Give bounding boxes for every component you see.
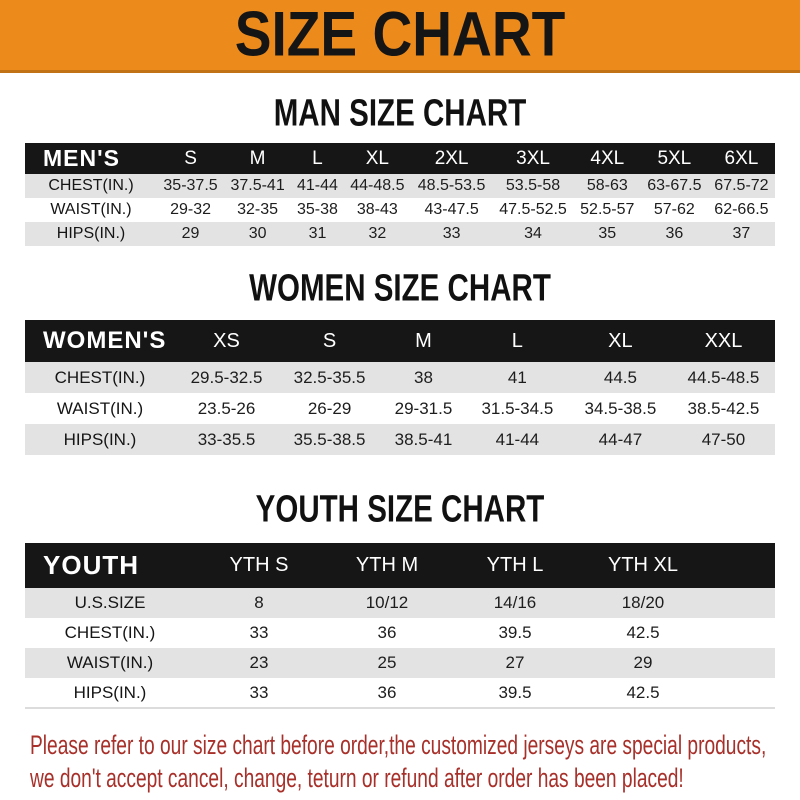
men-size-column-header: L	[291, 143, 344, 174]
row-label: CHEST(IN.)	[54, 367, 146, 387]
men-size-column-header: S	[157, 143, 224, 174]
women-size-column-header: S	[278, 320, 381, 362]
size-value-cell: 38	[414, 367, 433, 387]
size-value-cell: 39.5	[498, 623, 532, 642]
youth-size-column-header: YTH S	[195, 543, 323, 588]
section-women	[0, 265, 800, 455]
size-value-cell: 43-47.5	[424, 201, 479, 218]
size-value-cell: 52.5-57	[580, 201, 635, 218]
row-label: WAIST(IN.)	[50, 201, 132, 218]
size-value-cell: 39.5	[498, 682, 532, 702]
size-value-cell: 31.5-34.5	[481, 398, 554, 418]
size-value-cell: 23.5-26	[197, 398, 256, 418]
youth-table-row	[25, 618, 775, 648]
section-youth	[0, 486, 800, 709]
men-section-heading	[0, 90, 800, 134]
youth-table-row	[25, 678, 775, 708]
size-value-cell: 47-50	[701, 429, 746, 449]
size-value-cell: 37.5-41	[230, 177, 285, 194]
size-value-cell: 34	[524, 225, 542, 242]
size-value-cell: 44-47	[598, 429, 643, 449]
size-value-cell: 37	[732, 225, 751, 242]
size-value-cell: 14/16	[493, 593, 537, 612]
size-value-cell: 26-29	[307, 398, 352, 418]
size-value-cell: 41-44	[495, 429, 540, 449]
row-label: HIPS(IN.)	[56, 225, 126, 242]
women-table-row	[25, 424, 775, 455]
men-size-column-header: 5XL	[641, 143, 708, 174]
women-size-column-header: XL	[569, 320, 672, 362]
size-value-cell: 33-35.5	[197, 429, 256, 449]
men-size-table	[25, 143, 775, 246]
size-value-cell: 57-62	[653, 201, 695, 218]
size-value-cell: 41	[507, 367, 527, 387]
youth-table-row	[25, 648, 775, 678]
youth-size-column-header: YTH XL	[579, 543, 707, 588]
size-value-cell: 36	[377, 682, 397, 702]
size-value-cell: 18/20	[621, 593, 665, 612]
size-value-cell: 44.5-48.5	[687, 367, 760, 387]
size-value-cell: 42.5	[626, 682, 660, 702]
women-size-column-header: M	[381, 320, 466, 362]
size-value-cell: 58-63	[586, 177, 628, 194]
size-value-cell: 31	[308, 225, 327, 242]
size-value-cell: 42.5	[626, 623, 660, 642]
men-size-column-header: 3XL	[492, 143, 573, 174]
size-value-cell: 35-38	[297, 201, 338, 218]
men-header-row	[25, 143, 775, 174]
footer-line-2	[30, 762, 800, 795]
men-size-column-header: XL	[344, 143, 411, 174]
women-group-label: WOMEN'S	[25, 320, 175, 362]
youth-group-label: YOUTH	[25, 543, 195, 588]
size-value-cell: 48.5-53.5	[417, 177, 486, 194]
youth-header-row	[25, 543, 775, 588]
women-table-row	[25, 393, 775, 424]
size-value-cell: 32-35	[237, 201, 279, 218]
row-label: U.S.SIZE	[74, 593, 146, 612]
size-value-cell: 23	[249, 653, 269, 672]
size-value-cell: 10/12	[365, 593, 409, 612]
row-spacer	[707, 588, 775, 618]
size-value-cell: 41-44	[297, 177, 338, 194]
banner	[0, 0, 800, 73]
youth-heading-text: YOUTH SIZE CHART	[255, 486, 545, 530]
size-value-cell: 29-32	[170, 201, 211, 218]
men-heading-text: MAN SIZE CHART	[273, 90, 527, 134]
men-size-column-header: M	[224, 143, 291, 174]
page-title-text: SIZE CHART	[234, 0, 566, 70]
row-spacer	[707, 648, 775, 678]
size-value-cell: 38-43	[356, 201, 398, 218]
size-value-cell: 8	[254, 593, 264, 612]
size-value-cell: 29-31.5	[394, 398, 453, 418]
row-label: HIPS(IN.)	[73, 682, 147, 702]
size-value-cell: 33	[442, 225, 461, 242]
size-value-cell: 29.5-32.5	[190, 367, 263, 387]
size-value-cell: 33	[249, 623, 269, 642]
women-header-row	[25, 320, 775, 362]
women-size-table	[25, 320, 775, 455]
men-size-column-header: 6XL	[708, 143, 775, 174]
footer-line-1	[30, 729, 800, 762]
women-size-column-header: XS	[175, 320, 278, 362]
size-value-cell: 38.5-41	[394, 429, 453, 449]
size-value-cell: 62-66.5	[714, 201, 769, 218]
size-value-cell: 44.5	[603, 367, 637, 387]
youth-table-row	[25, 588, 775, 618]
size-value-cell: 35-37.5	[163, 177, 218, 194]
size-value-cell: 36	[377, 623, 397, 642]
page-title	[226, 0, 574, 70]
size-value-cell: 34.5-38.5	[584, 398, 657, 418]
size-value-cell: 32	[368, 225, 387, 242]
row-label: WAIST(IN.)	[56, 398, 144, 418]
size-value-cell: 67.5-72	[714, 177, 769, 194]
footer-line-2-text: we don't accept cancel, change, teturn or refund after order has been placed!	[30, 763, 684, 793]
footer-line-1-text: Please refer to our size chart before order,the customized jerseys are special products,	[30, 730, 767, 760]
footer-note	[30, 729, 800, 795]
row-label: CHEST(IN.)	[48, 177, 134, 194]
youth-size-column-header: YTH M	[323, 543, 451, 588]
size-value-cell: 35.5-38.5	[293, 429, 366, 449]
row-label: HIPS(IN.)	[63, 429, 137, 449]
youth-size-column-header: YTH L	[451, 543, 579, 588]
youth-size-table	[25, 543, 775, 709]
size-chart-sections	[0, 90, 800, 709]
size-value-cell: 44-48.5	[350, 177, 405, 194]
row-label: WAIST(IN.)	[66, 653, 154, 672]
row-spacer	[707, 678, 775, 708]
size-value-cell: 29	[181, 225, 200, 242]
size-value-cell: 29	[633, 653, 653, 672]
youth-section-heading	[0, 486, 800, 530]
women-table-row	[25, 362, 775, 393]
size-value-cell: 33	[249, 682, 269, 702]
women-size-column-header: XXL	[672, 320, 775, 362]
size-value-cell: 63-67.5	[647, 177, 702, 194]
men-group-label: MEN'S	[25, 143, 157, 174]
size-value-cell: 38.5-42.5	[687, 398, 760, 418]
men-table-row	[25, 198, 775, 222]
men-table-row	[25, 222, 775, 246]
men-size-column-header: 4XL	[574, 143, 641, 174]
size-value-cell: 36	[665, 225, 684, 242]
women-heading-text: WOMEN SIZE CHART	[249, 265, 551, 309]
men-table-row	[25, 174, 775, 198]
women-size-column-header: L	[466, 320, 569, 362]
section-men	[0, 90, 800, 246]
size-value-cell: 53.5-58	[505, 177, 561, 194]
row-label: CHEST(IN.)	[64, 623, 156, 642]
size-value-cell: 30	[248, 225, 267, 242]
women-section-heading	[0, 265, 800, 309]
size-value-cell: 25	[377, 653, 397, 672]
youth-header-spacer	[707, 543, 775, 588]
men-size-column-header: 2XL	[411, 143, 492, 174]
size-value-cell: 35	[598, 225, 617, 242]
size-value-cell: 27	[505, 653, 525, 672]
size-value-cell: 47.5-52.5	[499, 201, 567, 218]
size-value-cell: 32.5-35.5	[293, 367, 366, 387]
row-spacer	[707, 618, 775, 648]
